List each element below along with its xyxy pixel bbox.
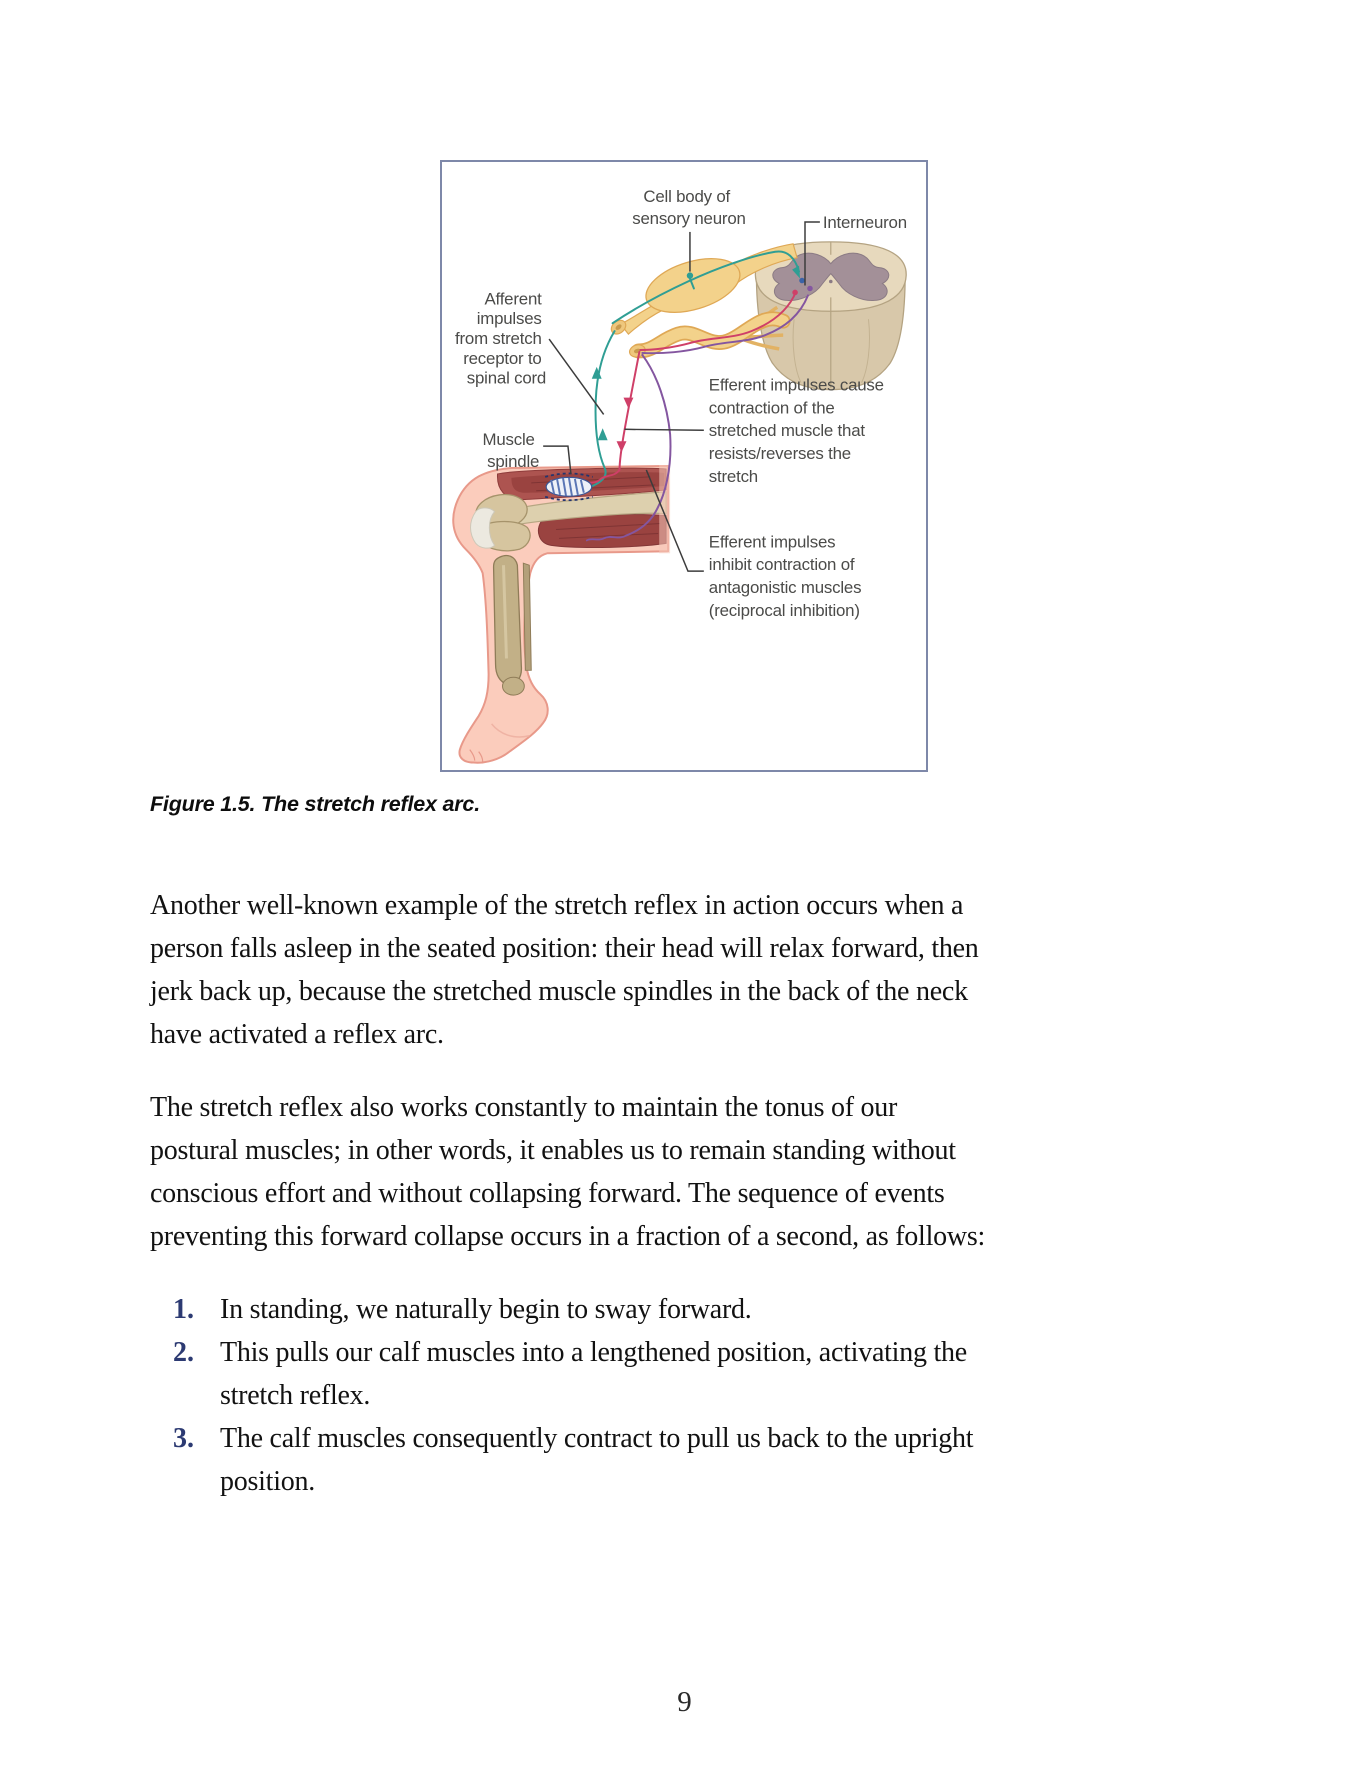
central-canal bbox=[829, 280, 833, 284]
paragraph-1 bbox=[150, 884, 1260, 1056]
ordered-list bbox=[150, 1288, 1260, 1503]
list-item bbox=[150, 1288, 1260, 1331]
body-line: In standing, we naturally begin to sway forward. bbox=[220, 1294, 752, 1325]
tibia-bone bbox=[494, 556, 522, 685]
efferent-down-arrow-2 bbox=[617, 441, 627, 452]
list-marker: 1. bbox=[173, 1294, 194, 1325]
cell-body-nucleus-dot bbox=[687, 272, 693, 278]
figure-caption: Figure 1.5. The stretch reflex arc. bbox=[150, 792, 480, 816]
list-item-text bbox=[220, 1331, 967, 1417]
body-line: have activated a reflex arc. bbox=[150, 1019, 444, 1050]
list-item bbox=[150, 1417, 1260, 1503]
interneuron-dot bbox=[799, 278, 805, 284]
cell-body-label: Cell body of sensory neuron bbox=[632, 187, 746, 228]
efferent-cause-callout-line bbox=[624, 429, 703, 430]
list-item-text bbox=[220, 1288, 752, 1331]
body-line: The calf muscles consequently contract to pull us back to the upright bbox=[220, 1423, 974, 1454]
sensory-terminal-dot bbox=[792, 290, 798, 296]
body-line: Another well-known example of the stretch reflex in action occurs when a bbox=[150, 890, 964, 921]
muscle-spindle-label: Muscle spindle bbox=[482, 430, 540, 471]
body-line: stretch reflex. bbox=[220, 1380, 371, 1411]
inhibitory-synapse-dot bbox=[807, 286, 813, 292]
afferent-up-arrow-2 bbox=[598, 428, 608, 440]
body-line: This pulls our calf muscles into a lengthened position, activating the bbox=[220, 1337, 967, 1368]
list-marker: 2. bbox=[173, 1337, 194, 1368]
efferent-inhibit-label: Efferent impulses inhibit contraction of antagonistic muscles (reciprocal inhibition) bbox=[708, 532, 862, 620]
list-marker: 3. bbox=[173, 1423, 194, 1454]
body-line: conscious effort and without collapsing forward. The sequence of events bbox=[150, 1178, 945, 1209]
stretch-reflex-diagram bbox=[442, 162, 926, 770]
ankle-bone bbox=[503, 677, 525, 695]
efferent-cause-label: Efferent impulses cause contraction of the stretched muscle that resists/reverses the stretch bbox=[708, 375, 884, 486]
list-item bbox=[150, 1331, 1260, 1417]
interneuron-label: Interneuron bbox=[822, 212, 907, 232]
paragraph-2 bbox=[150, 1086, 1260, 1258]
leg-illustration bbox=[453, 465, 670, 763]
afferent-descending bbox=[593, 331, 615, 486]
body-line: jerk back up, because the stretched muscle spindles in the back of the neck bbox=[150, 976, 968, 1007]
efferent-down-arrow-1 bbox=[624, 398, 634, 409]
stretch-reflex-figure bbox=[440, 160, 928, 772]
list-item-text bbox=[220, 1417, 973, 1503]
body-line: person falls asleep in the seated position: their head will relax forward, then bbox=[150, 933, 979, 964]
afferent-label: Afferent impulses from stretch receptor to spinal cord bbox=[455, 289, 547, 388]
efferent-descending bbox=[620, 352, 640, 470]
page-number: 9 bbox=[677, 1686, 692, 1718]
body-line: postural muscles; in other words, it enables us to remain standing without bbox=[150, 1135, 956, 1166]
body-line: position. bbox=[220, 1466, 315, 1497]
body-line: The stretch reflex also works constantly to maintain the tonus of our bbox=[150, 1092, 898, 1123]
body-line: preventing this forward collapse occurs in a fraction of a second, as follows: bbox=[150, 1221, 986, 1252]
fibula-bone bbox=[523, 563, 531, 670]
